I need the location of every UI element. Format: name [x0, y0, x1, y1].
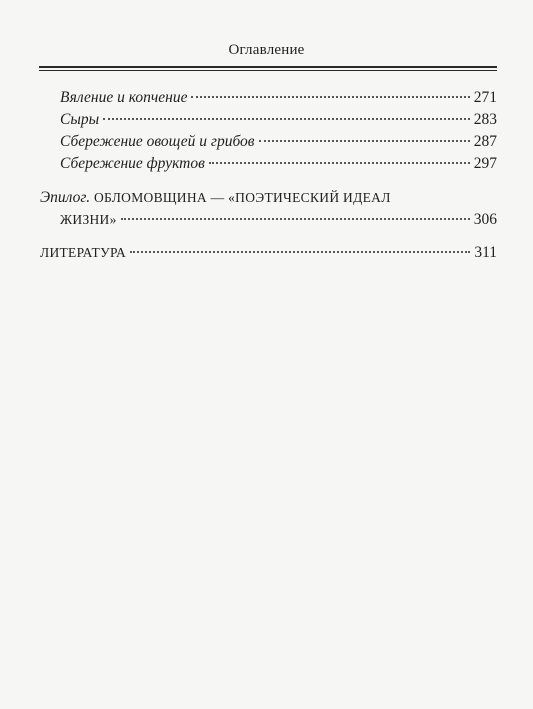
toc-entry-page: 297 [473, 155, 497, 172]
header-rule-thick [39, 66, 497, 68]
literature-title: ЛИТЕРАТУРА [40, 245, 127, 260]
toc-entry-page: 311 [474, 244, 497, 261]
header-rule-thin [39, 70, 497, 71]
toc-entry-title: Сбережение овощей и грибов [60, 133, 255, 150]
toc-entry-title: Сбережение фруктов [60, 155, 205, 172]
toc-entry-page: 283 [473, 111, 497, 128]
toc-entry-page: 306 [473, 211, 497, 228]
toc-entry-page: 287 [473, 133, 497, 150]
toc-entry-cheeses[interactable] [60, 110, 497, 130]
toc-entry-fruits[interactable] [60, 154, 497, 174]
toc-leader-dots [121, 217, 470, 220]
toc-entry-literature[interactable] [40, 243, 497, 263]
page-header: Оглавление [228, 42, 305, 58]
toc-entry-drying-smoking[interactable] [60, 88, 497, 108]
toc-entry-title: Сыры [60, 111, 100, 128]
epilogue-title-line2: ЖИЗНИ» [60, 212, 117, 227]
epilogue-label: Эпилог. [40, 189, 91, 206]
toc-entry-epilogue-line1[interactable] [40, 188, 391, 208]
toc-leader-dots [103, 117, 470, 120]
toc-leader-dots [259, 139, 470, 142]
toc-entry-page: 271 [473, 89, 497, 106]
toc-leader-dots [130, 250, 470, 253]
toc-entry-epilogue-line2[interactable] [60, 210, 497, 230]
toc-entry-vegetables-mushrooms[interactable] [60, 132, 497, 152]
toc-leader-dots [209, 161, 470, 164]
toc-entry-title: Вяление и копчение [60, 89, 188, 106]
toc-leader-dots [191, 95, 469, 98]
epilogue-title-line1: ОБЛОМОВЩИНА — «ПОЭТИЧЕСКИЙ ИДЕАЛ [93, 190, 391, 205]
